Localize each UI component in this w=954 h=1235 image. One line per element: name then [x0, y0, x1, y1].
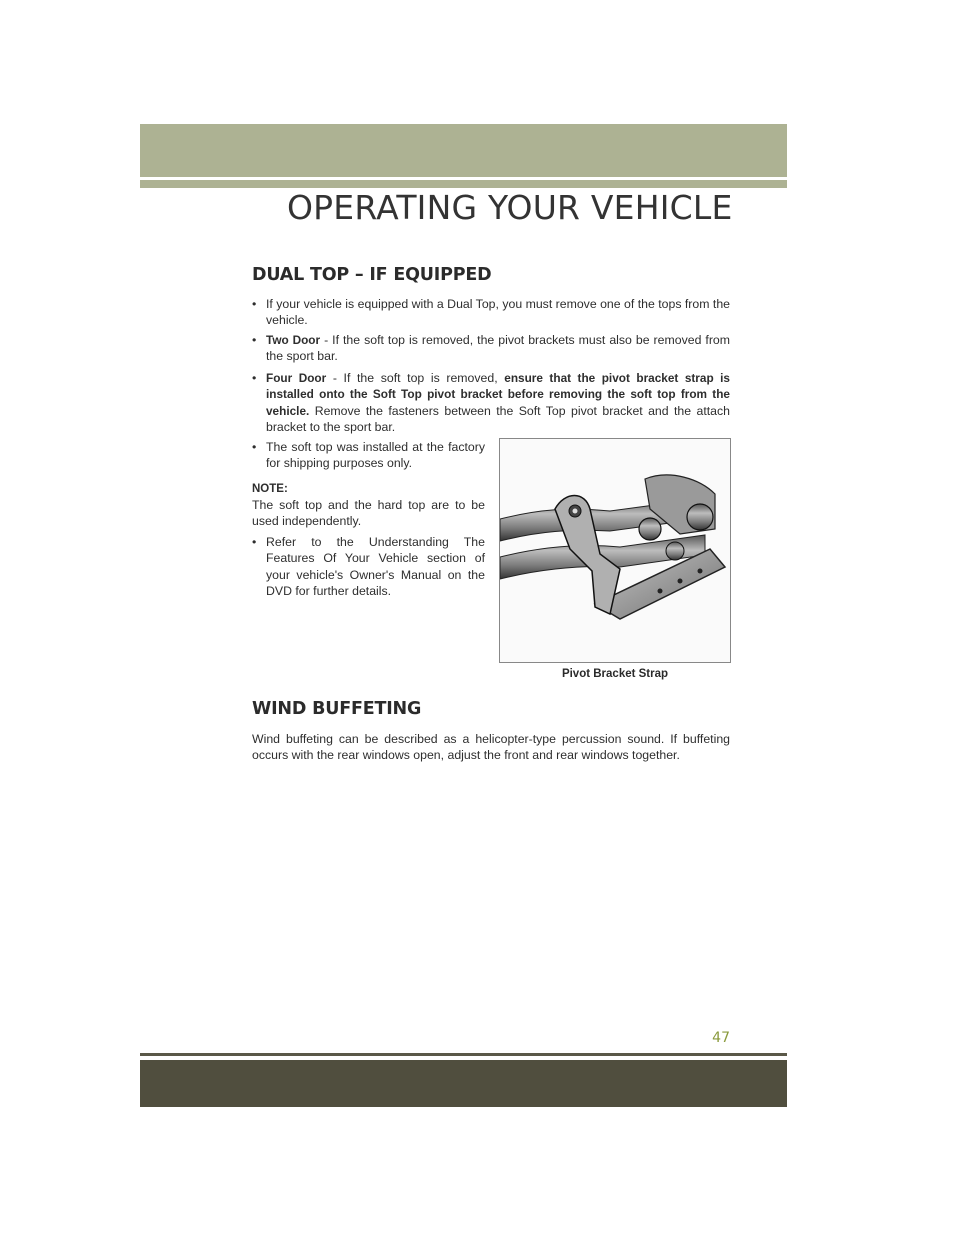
bullet-text: If your vehicle is equipped with a Dual Top, you must remove one of the tops from the vehicle.: [266, 297, 730, 328]
footer-band: [140, 1060, 787, 1107]
bullet-dot: •: [252, 440, 257, 454]
list-item: [252, 296, 730, 329]
header-rule: [140, 180, 787, 188]
bullet-dot: •: [252, 333, 257, 347]
bullet-text: - If the soft top is removed,: [326, 371, 505, 385]
footer-rule: [140, 1053, 787, 1056]
bullet-text: The soft top was installed at the factory for shipping purposes only.: [266, 440, 485, 471]
section-heading-wind-buffeting: WIND BUFFETING: [252, 699, 422, 719]
bullet-text: - If the soft top is removed, the pivot brackets must also be removed from the sport bar.: [266, 333, 730, 364]
wind-buffeting-paragraph: Wind buffeting can be described as a helicopter-type percussion sound. If buffeting occurs with the rear windows open, adjust the front and rear windows together.: [252, 732, 730, 763]
bullet-dot: •: [252, 371, 257, 385]
page-number: 47: [712, 1030, 730, 1046]
bullet-text: Refer to the Understanding The Features Of Your Vehicle section of your vehicle's Owner's Manual on the DVD for further details.: [266, 535, 485, 598]
note-text: The soft top and the hard top are to be used independently.: [252, 498, 485, 529]
list-item: [252, 332, 730, 365]
section-heading-dual-top: DUAL TOP – IF EQUIPPED: [252, 265, 492, 285]
list-item: [252, 439, 485, 472]
bullet-text: Remove the fasteners between the Soft Top pivot bracket and the attach bracket to the sport bar.: [266, 403, 730, 434]
header-band: [140, 124, 787, 177]
bullet-dot: •: [252, 297, 257, 311]
bullet-term-two-door: Two Door: [266, 333, 321, 347]
bullet-term-four-door: Four Door: [266, 371, 327, 385]
bullet-dot: •: [252, 535, 257, 549]
bullet-emphasis: ensure that the pivot bracket strap is installed onto the Soft Top pivot bracket before removing the soft top from the vehicle.: [266, 371, 730, 418]
pivot-bracket-illustration: [499, 438, 731, 663]
list-item: [252, 370, 730, 435]
note-label: NOTE:: [252, 483, 288, 495]
figure-caption: Pivot Bracket Strap: [561, 668, 669, 680]
chapter-title: OPERATING YOUR VEHICLE: [287, 188, 733, 227]
list-item: [252, 534, 485, 599]
